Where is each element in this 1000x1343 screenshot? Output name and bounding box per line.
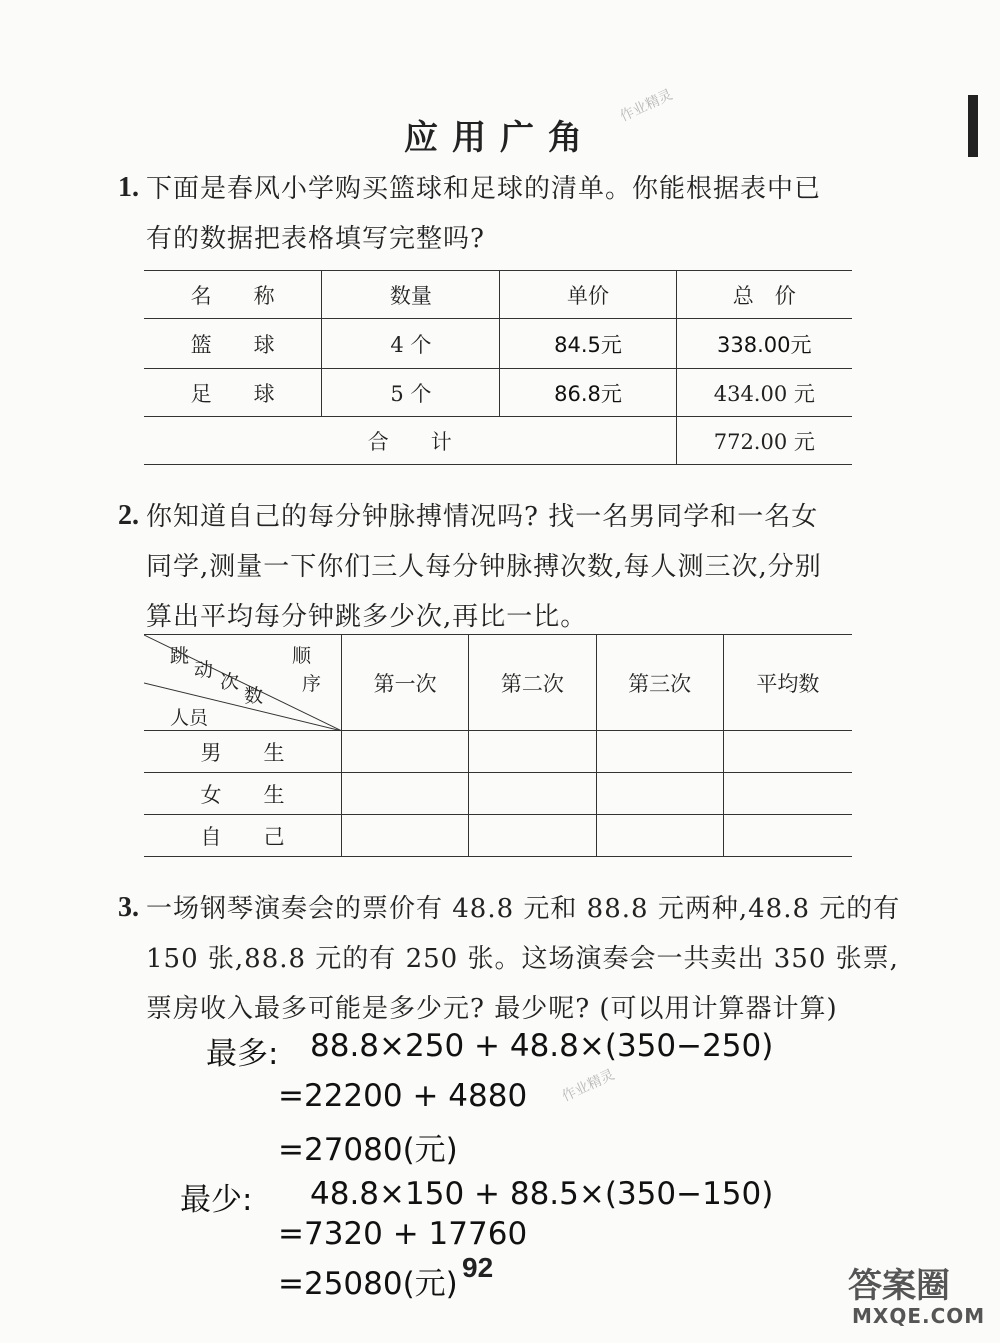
watermark: 作业精灵	[617, 86, 676, 125]
answer-min-line3: =25080(元)	[278, 1266, 458, 1302]
question-3-text-line2: 150 张,88.8 元的有 250 张。这场演奏会一共卖出 350 张票,	[146, 944, 899, 974]
table-row	[144, 319, 852, 369]
table-row	[144, 369, 852, 417]
item-unit-price-handwritten: 84.5元	[500, 319, 676, 369]
item-name: 足 球	[144, 369, 322, 417]
question-2-number: 2.	[118, 500, 139, 531]
empty-cell	[723, 773, 852, 815]
answer-min-label: 最少:	[180, 1182, 253, 1218]
empty-cell	[469, 731, 596, 773]
answer-min-line2: =7320 + 17760	[278, 1216, 528, 1252]
item-name: 篮 球	[144, 319, 322, 369]
table-sum-row	[144, 417, 852, 465]
answer-max-line3: =27080(元)	[278, 1132, 458, 1168]
pulse-table	[144, 634, 852, 857]
diagonal-header-cell	[144, 635, 342, 731]
diag-label: 次	[220, 671, 240, 693]
sum-value: 772.00 元	[676, 417, 852, 465]
diag-label: 人员	[170, 707, 209, 729]
question-1-text-line1: 下面是春风小学购买篮球和足球的清单。你能根据表中已	[146, 174, 822, 204]
empty-cell	[596, 815, 723, 857]
diag-label: 顺	[292, 645, 312, 667]
row-label: 男 生	[144, 731, 342, 773]
empty-cell	[342, 815, 469, 857]
page-title: 应用广角	[404, 118, 596, 158]
question-2-text-line3: 算出平均每分钟跳多少次,再比一比。	[146, 602, 588, 632]
column-header: 第一次	[342, 635, 469, 731]
question-1-text-line2: 有的数据把表格填写完整吗?	[146, 224, 485, 254]
question-3-text-line3: 票房收入最多可能是多少元? 最少呢? (可以用计算器计算)	[146, 994, 838, 1024]
watermark: 作业精灵	[559, 1066, 618, 1105]
diag-label: 动	[194, 659, 214, 681]
question-3-text-line1: 一场钢琴演奏会的票价有 48.8 元和 88.8 元两种,48.8 元的有	[146, 894, 901, 924]
answer-max-label: 最多:	[206, 1036, 279, 1072]
table-row	[144, 815, 852, 857]
empty-cell	[723, 815, 852, 857]
table-header-row	[144, 271, 852, 319]
question-1-number: 1.	[118, 172, 139, 203]
table-row	[144, 773, 852, 815]
diag-label: 数	[244, 685, 264, 707]
site-logo: 答案圈	[848, 1266, 950, 1306]
question-2-text-line2: 同学,测量一下你们三人每分钟脉搏次数,每人测三次,分别	[146, 552, 822, 582]
question-3-number: 3.	[118, 892, 139, 923]
site-url: MXQE.COM	[852, 1304, 986, 1328]
empty-cell	[342, 773, 469, 815]
empty-cell	[723, 731, 852, 773]
column-header: 第二次	[469, 635, 596, 731]
item-quantity: 4 个	[322, 319, 500, 369]
empty-cell	[596, 731, 723, 773]
empty-cell	[342, 731, 469, 773]
diag-label: 跳	[170, 645, 190, 667]
item-unit-price-handwritten: 86.8元	[500, 369, 676, 417]
empty-cell	[596, 773, 723, 815]
answer-max-line1: 88.8×250 + 48.8×(350−250)	[310, 1028, 774, 1064]
empty-cell	[469, 773, 596, 815]
item-total-handwritten: 338.00元	[676, 319, 852, 369]
column-header: 平均数	[723, 635, 852, 731]
answer-min-line1: 48.8×150 + 88.5×(350−150)	[310, 1176, 774, 1212]
sum-label: 合 计	[144, 417, 676, 465]
row-label: 自 己	[144, 815, 342, 857]
diag-label: 序	[302, 673, 322, 695]
header-total-price: 总 价	[676, 271, 852, 319]
item-total: 434.00 元	[676, 369, 852, 417]
table-row	[144, 731, 852, 773]
column-header: 第三次	[596, 635, 723, 731]
row-label: 女 生	[144, 773, 342, 815]
item-quantity: 5 个	[322, 369, 500, 417]
pulse-header-row	[144, 635, 852, 731]
answer-max-line2: =22200 + 4880	[278, 1078, 528, 1114]
header-quantity: 数量	[322, 271, 500, 319]
header-unit-price: 单价	[500, 271, 676, 319]
page-number: 92	[462, 1252, 494, 1283]
header-name: 名 称	[144, 271, 322, 319]
question-2-text-line1: 你知道自己的每分钟脉搏情况吗? 找一名男同学和一名女	[146, 502, 819, 532]
purchase-table	[144, 270, 852, 465]
empty-cell	[469, 815, 596, 857]
